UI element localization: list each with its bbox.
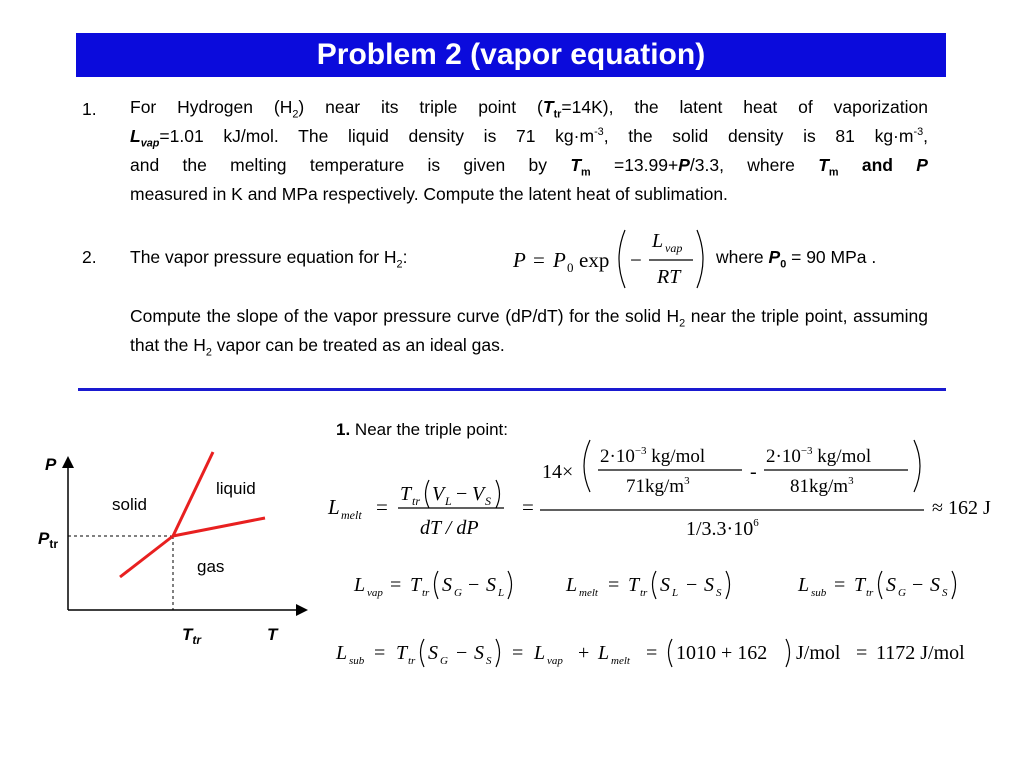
svg-text:tr: tr [640, 587, 648, 599]
svg-text:L: L [534, 642, 546, 664]
svg-text:tr: tr [412, 494, 421, 508]
svg-text:+: + [578, 642, 590, 664]
svg-text:=: = [834, 574, 846, 596]
svg-text:S: S [486, 574, 496, 596]
svg-text:S: S [474, 642, 484, 664]
lmelt-relation [565, 571, 730, 599]
svg-text:G: G [454, 587, 462, 599]
a-num: $2\cdot 10^{-3}$ kg/mol [600, 445, 706, 467]
svg-text:L: L [328, 495, 340, 519]
svg-text:G: G [898, 587, 906, 599]
svg-text:≈ 162 J: ≈ 162 J [932, 497, 991, 519]
item-number-2: 2. [82, 247, 97, 267]
svg-text:L: L [598, 642, 610, 664]
solution-heading: 1. Near the triple point: [336, 420, 509, 439]
svg-text:=: = [522, 495, 534, 519]
svg-text:V: V [432, 483, 445, 505]
svg-text:L: L [498, 587, 505, 599]
svg-text:V: V [472, 483, 485, 505]
svg-text:−: − [912, 574, 924, 596]
svg-text:melt: melt [341, 508, 362, 522]
svg-text:S: S [442, 574, 452, 596]
svg-text:S: S [704, 574, 714, 596]
svg-text:−: − [456, 642, 468, 664]
svg-text:RT: RT [657, 266, 681, 288]
svg-text:=: = [376, 495, 388, 519]
svg-text:T: T [410, 574, 422, 596]
svg-text:−: − [468, 574, 480, 596]
t-axis-label: T [267, 625, 278, 644]
svg-text:=: = [608, 574, 620, 596]
svg-text:L: L [798, 574, 810, 596]
item-1-line-2: $L_{vap}=1.01$ kJ/mol. The liquid density is 71 $kg\cdot m^{-3}$, the solid density is 81 $kg\cdot m^{-3}$, [130, 126, 928, 150]
svg-text:T: T [854, 574, 866, 596]
item-1-line-3: and the melting temperature is given by $T_m =13.99+P/3.3$, where $T_m$ and P [130, 155, 928, 179]
svg-text:S: S [660, 574, 670, 596]
latent-heat-relations [324, 565, 1014, 605]
svg-text:=: = [374, 642, 386, 664]
svg-text:L: L [445, 494, 452, 508]
svg-text:S: S [930, 574, 940, 596]
svg-text:tr: tr [408, 655, 416, 667]
svg-text:−: − [456, 483, 468, 505]
lmelt-equation [324, 432, 1014, 542]
svg-text:exp: exp [579, 248, 610, 272]
svg-text:S: S [428, 642, 438, 664]
svg-text:0: 0 [567, 260, 574, 275]
svg-text:sub: sub [811, 587, 827, 599]
svg-text:S: S [486, 655, 492, 667]
svg-text:=: = [390, 574, 402, 596]
svg-text:2·10−3 kg/mol: $2\cdot 10^{-3}$ kg/mol [766, 445, 872, 467]
svg-text:T: T [628, 574, 640, 596]
svg-text:vap: vap [547, 655, 563, 667]
vapor-pressure-formula [505, 222, 705, 294]
p0-definition: where $P_0 = 90$ MPa . [716, 247, 877, 271]
svg-text:T: T [400, 483, 412, 505]
item-1-paragraph [130, 93, 928, 209]
ttr-label: $T_{tr}$ [182, 625, 202, 647]
svg-text:S: S [886, 574, 896, 596]
svg-text:−: − [686, 574, 698, 596]
svg-text:L: L [336, 642, 348, 664]
lsub-result-equation [324, 633, 1014, 673]
item-2-paragraph: Compute the slope of the vapor pressure curve (dP/dT) for the solid $H_2$ near the triple point, assuming that the $H_2$ vapor can be treated as an ideal gas. [130, 306, 928, 359]
lvap-relation [353, 571, 512, 599]
svg-text:L: L [566, 574, 578, 596]
svg-text:S: S [942, 587, 948, 599]
svg-text:vap: vap [665, 241, 683, 255]
svg-text:vap: vap [367, 587, 383, 599]
solid-region-label: solid [112, 495, 147, 514]
svg-text:T: T [396, 642, 408, 664]
p-axis-label: P [45, 455, 57, 474]
svg-text:=: = [533, 248, 545, 272]
liquid-region-label: liquid [216, 479, 256, 498]
svg-text:L: L [672, 587, 679, 599]
section-divider [78, 388, 946, 391]
svg-text:tr: tr [422, 587, 430, 599]
item-2-lead: The vapor pressure equation for $H_2$: [130, 247, 408, 271]
svg-text:1010 + 162: 1010 + 162 [676, 642, 768, 664]
svg-text:melt: melt [611, 655, 630, 667]
svg-text:sub: sub [349, 655, 365, 667]
svg-text:S: S [716, 587, 722, 599]
melting-curve [173, 452, 213, 536]
phase-diagram [30, 440, 320, 660]
svg-text:melt: melt [579, 587, 598, 599]
item-number-1: 1. [82, 99, 97, 119]
lsub-relation [797, 571, 956, 599]
svg-text:1172 J/mol: 1172 J/mol [876, 642, 965, 664]
svg-text:P: P [553, 248, 566, 272]
svg-text:J/mol: J/mol [796, 642, 841, 664]
slide-title: Problem 2 (vapor equation) [76, 33, 946, 77]
svg-text:-: - [750, 461, 757, 483]
svg-text:L: L [354, 574, 366, 596]
vaporization-curve [173, 518, 265, 536]
svg-text:S: S [485, 494, 491, 508]
item-1-line-4: measured in K and MPa respectively. Compute the latent heat of sublimation. [130, 184, 728, 204]
svg-text:L: L [652, 230, 664, 252]
gas-region-label: gas [197, 557, 225, 576]
svg-text:−: − [630, 248, 642, 272]
svg-text:=: = [646, 642, 658, 664]
svg-text:14×: 14× [542, 461, 574, 483]
svg-text:1/3.3·106: $1/3.3\cdot 10^6$ [686, 517, 759, 540]
sublimation-curve [120, 536, 173, 577]
svg-text:G: G [440, 655, 448, 667]
svg-text:dT / dP: dT / dP [420, 517, 479, 539]
ptr-label: $P_{tr}$ [38, 529, 59, 551]
svg-text:=: = [856, 642, 868, 664]
svg-text:P: P [513, 248, 526, 272]
svg-text:=: = [512, 642, 524, 664]
svg-text:tr: tr [866, 587, 874, 599]
svg-text:81kg/m3: $81kg/m^3$ [790, 475, 854, 497]
svg-text:71kg/m3: $71kg/m^3$ [626, 475, 690, 497]
item-1-line-1: For Hydrogen $(H_2)$ near its triple point $(T_{tr}=14K)$, the latent heat of vaporization [130, 97, 929, 121]
